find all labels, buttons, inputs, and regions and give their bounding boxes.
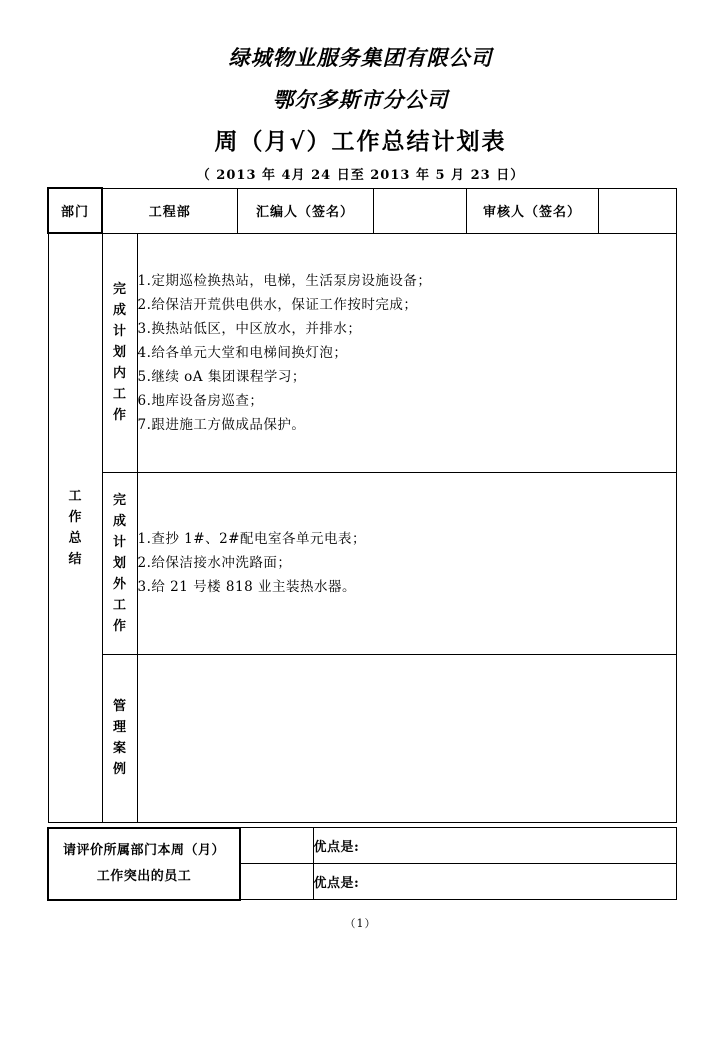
employee-name-cell[interactable] <box>240 828 313 864</box>
block-content-case[interactable] <box>137 654 676 822</box>
branch-name: 鄂尔多斯市分公司 <box>272 87 449 112</box>
table-header-row <box>48 188 676 233</box>
compiler-signature-cell[interactable] <box>373 188 466 233</box>
task-item: 1.定期巡检换热站，电梯，生活泵房设施设备； <box>137 272 432 289</box>
compiler-label-cell: 汇编人（签名） <box>237 188 373 233</box>
employee-name-cell[interactable] <box>240 864 313 900</box>
task-item: 2.给保洁开荒供电供水，保证工作按时完成； <box>137 296 418 313</box>
block-label-planned-text: 完 成 计 划 内 工 作 <box>112 282 126 423</box>
task-item: 1.查抄 1#、2#配电室各单元电表； <box>137 531 366 547</box>
main-form-table <box>47 187 677 823</box>
task-item: 3.换热站低区，中区放水，并排水； <box>137 320 362 337</box>
task-item: 4.给各单元大堂和电梯间换灯泡； <box>137 344 348 361</box>
evaluation-prompt <box>48 828 240 900</box>
company-name: 绿城物业服务集团有限公司 <box>228 45 493 70</box>
task-item: 5.继续 oA 集团课程学习； <box>137 368 306 385</box>
block-label-planned <box>102 233 137 472</box>
merit-cell[interactable] <box>313 864 676 900</box>
block-label-case-text: 管 理 案 例 <box>112 699 126 777</box>
title-block <box>0 42 721 186</box>
task-item: 3.给 21 号楼 818 业主装热水器。 <box>137 579 356 595</box>
summary-section-label <box>48 233 102 822</box>
merit-label: 优点是: <box>313 876 360 891</box>
form-table-wrapper <box>47 187 675 901</box>
reviewer-signature-cell[interactable] <box>598 188 676 233</box>
block-label-unplanned <box>102 472 137 654</box>
summary-row-unplanned <box>48 472 676 654</box>
task-item: 6.地库设备房巡查； <box>137 392 264 409</box>
evaluation-prompt-line1: 请评价所属部门本周（月） <box>62 842 225 858</box>
evaluation-table <box>47 827 677 901</box>
summary-row-case <box>48 654 676 822</box>
merit-label: 优点是: <box>313 840 360 855</box>
task-item: 7.跟进施工方做成品保护。 <box>137 416 306 433</box>
date-range: （ 2013 年 4月 24 日至 2013 年 5 月 23 日） <box>196 168 525 183</box>
dept-label-cell: 部门 <box>48 188 102 233</box>
block-content-planned[interactable] <box>137 233 676 472</box>
evaluation-row <box>48 828 676 864</box>
reviewer-label-cell: 审核人（签名） <box>466 188 598 233</box>
form-title: 周（月√）工作总结计划表 <box>214 128 507 155</box>
block-content-unplanned[interactable] <box>137 472 676 654</box>
merit-cell[interactable] <box>313 828 676 864</box>
page-number: （1） <box>344 917 377 930</box>
summary-section-label-text: 工 作 总 结 <box>68 488 82 567</box>
block-label-unplanned-text: 完 成 计 划 外 工 作 <box>112 492 126 634</box>
task-item: 2.给保洁接水冲洗路面； <box>137 555 292 571</box>
block-label-case <box>102 654 137 822</box>
dept-value-cell[interactable]: 工程部 <box>102 188 237 233</box>
evaluation-prompt-line2: 工作突出的员工 <box>96 868 192 884</box>
summary-row-planned <box>48 233 676 472</box>
